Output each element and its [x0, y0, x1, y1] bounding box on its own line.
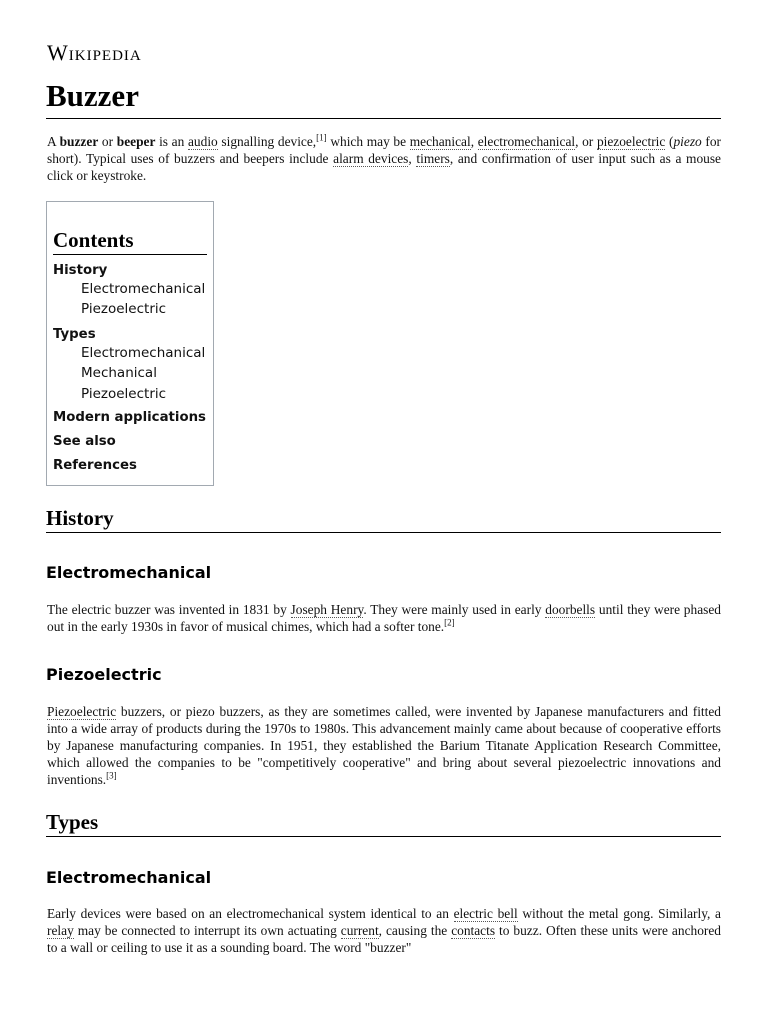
- text: buzzers, or piezo buzzers, as they are sometimes called, were invented by Japanese manufacturers and fitted into a wide array of products during the 1970s to 1980s. This advancement mainly came about because of cooperative efforts by Japanese manufacturing companies. In 1951, they established the Barium Titanate Application Research Committee, which allowed the companies to be "competitively cooperative" and bring about several piezoelectric innovations and inventions.: [47, 704, 721, 787]
- wikipedia-wordmark[interactable]: Wikipedia: [47, 40, 142, 65]
- bold-term-beeper: beeper: [116, 134, 156, 149]
- history-electromechanical-paragraph: [47, 601, 721, 635]
- link-mechanical[interactable]: mechanical: [409, 134, 471, 149]
- section-heading-types: Types: [46, 808, 721, 837]
- text: without the metal gong. Similarly, a: [517, 906, 721, 921]
- link-alarm-devices[interactable]: alarm devices: [333, 151, 409, 166]
- subsection-heading-history-electromechanical: Electromechanical: [46, 563, 212, 582]
- text: ,: [408, 151, 417, 166]
- reference-2[interactable]: [2]: [444, 617, 455, 628]
- text: . They were mainly used in early: [363, 602, 546, 617]
- text: , or: [575, 134, 597, 149]
- link-doorbells[interactable]: doorbells: [545, 602, 596, 617]
- toc-item-see-also[interactable]: See also: [53, 434, 116, 449]
- italic-piezo: piezo: [673, 134, 702, 149]
- text: is an: [155, 134, 188, 149]
- toc-item-types-electromechanical[interactable]: Electromechanical: [81, 345, 206, 361]
- text: (: [665, 134, 674, 149]
- intro-paragraph: [47, 133, 721, 184]
- bold-term-buzzer: buzzer: [59, 134, 99, 149]
- toc-item-types[interactable]: Types: [53, 327, 96, 342]
- toc-item-history-electromechanical[interactable]: Electromechanical: [81, 281, 206, 297]
- text: Early devices were based on an electromechanical system identical to an: [47, 906, 454, 921]
- link-contacts[interactable]: contacts: [451, 923, 496, 938]
- text: signalling device,: [217, 134, 317, 149]
- link-piezoelectric[interactable]: piezoelectric: [596, 134, 666, 149]
- toc-title: Contents: [53, 226, 207, 255]
- link-timers[interactable]: timers: [416, 151, 450, 166]
- section-heading-history: History: [46, 504, 721, 533]
- text: may be connected to interrupt its own actuating: [73, 923, 341, 938]
- link-piezoelectric[interactable]: Piezoelectric: [47, 704, 117, 719]
- text: , and confirmation of user input such as a mouse click or keystroke.: [47, 151, 722, 183]
- page-title: Buzzer: [46, 74, 721, 119]
- text: , causing the: [378, 923, 452, 938]
- text: The electric buzzer was invented in 1831 by: [47, 602, 291, 617]
- text: ,: [470, 134, 478, 149]
- table-of-contents: [46, 201, 214, 486]
- toc-item-modern-applications[interactable]: Modern applications: [53, 410, 206, 425]
- toc-item-history-piezoelectric[interactable]: Piezoelectric: [81, 301, 167, 317]
- text: for short). Typical uses of buzzers and beepers include: [47, 134, 722, 166]
- link-electric-bell[interactable]: electric bell: [453, 906, 518, 921]
- link-joseph-henry[interactable]: Joseph Henry: [290, 602, 364, 617]
- subsection-heading-types-electromechanical: Electromechanical: [46, 868, 212, 887]
- types-electromechanical-paragraph: [47, 905, 721, 956]
- link-current[interactable]: current: [340, 923, 379, 938]
- toc-item-history[interactable]: History: [53, 263, 108, 278]
- toc-item-types-mechanical[interactable]: Mechanical: [81, 365, 157, 381]
- reference-1[interactable]: [1]: [316, 132, 327, 143]
- subsection-heading-history-piezoelectric: Piezoelectric: [46, 665, 162, 684]
- link-audio[interactable]: audio: [187, 134, 218, 149]
- text: A: [47, 134, 60, 149]
- toc-item-types-piezoelectric[interactable]: Piezoelectric: [81, 386, 167, 402]
- link-electromechanical[interactable]: electromechanical: [477, 134, 576, 149]
- link-relay[interactable]: relay: [47, 923, 74, 938]
- toc-item-references[interactable]: References: [53, 458, 137, 473]
- text: to buzz. Often these units were anchored to a wall or ceiling to use it as a sounding board. The word "buzzer": [47, 923, 721, 955]
- text: which may be: [326, 134, 410, 149]
- text: until they were phased out in the early 1930s in favor of musical chimes, which had a softer tone.: [47, 602, 721, 634]
- reference-3[interactable]: [3]: [106, 770, 117, 781]
- history-piezoelectric-paragraph: [47, 703, 721, 788]
- text: or: [98, 134, 117, 149]
